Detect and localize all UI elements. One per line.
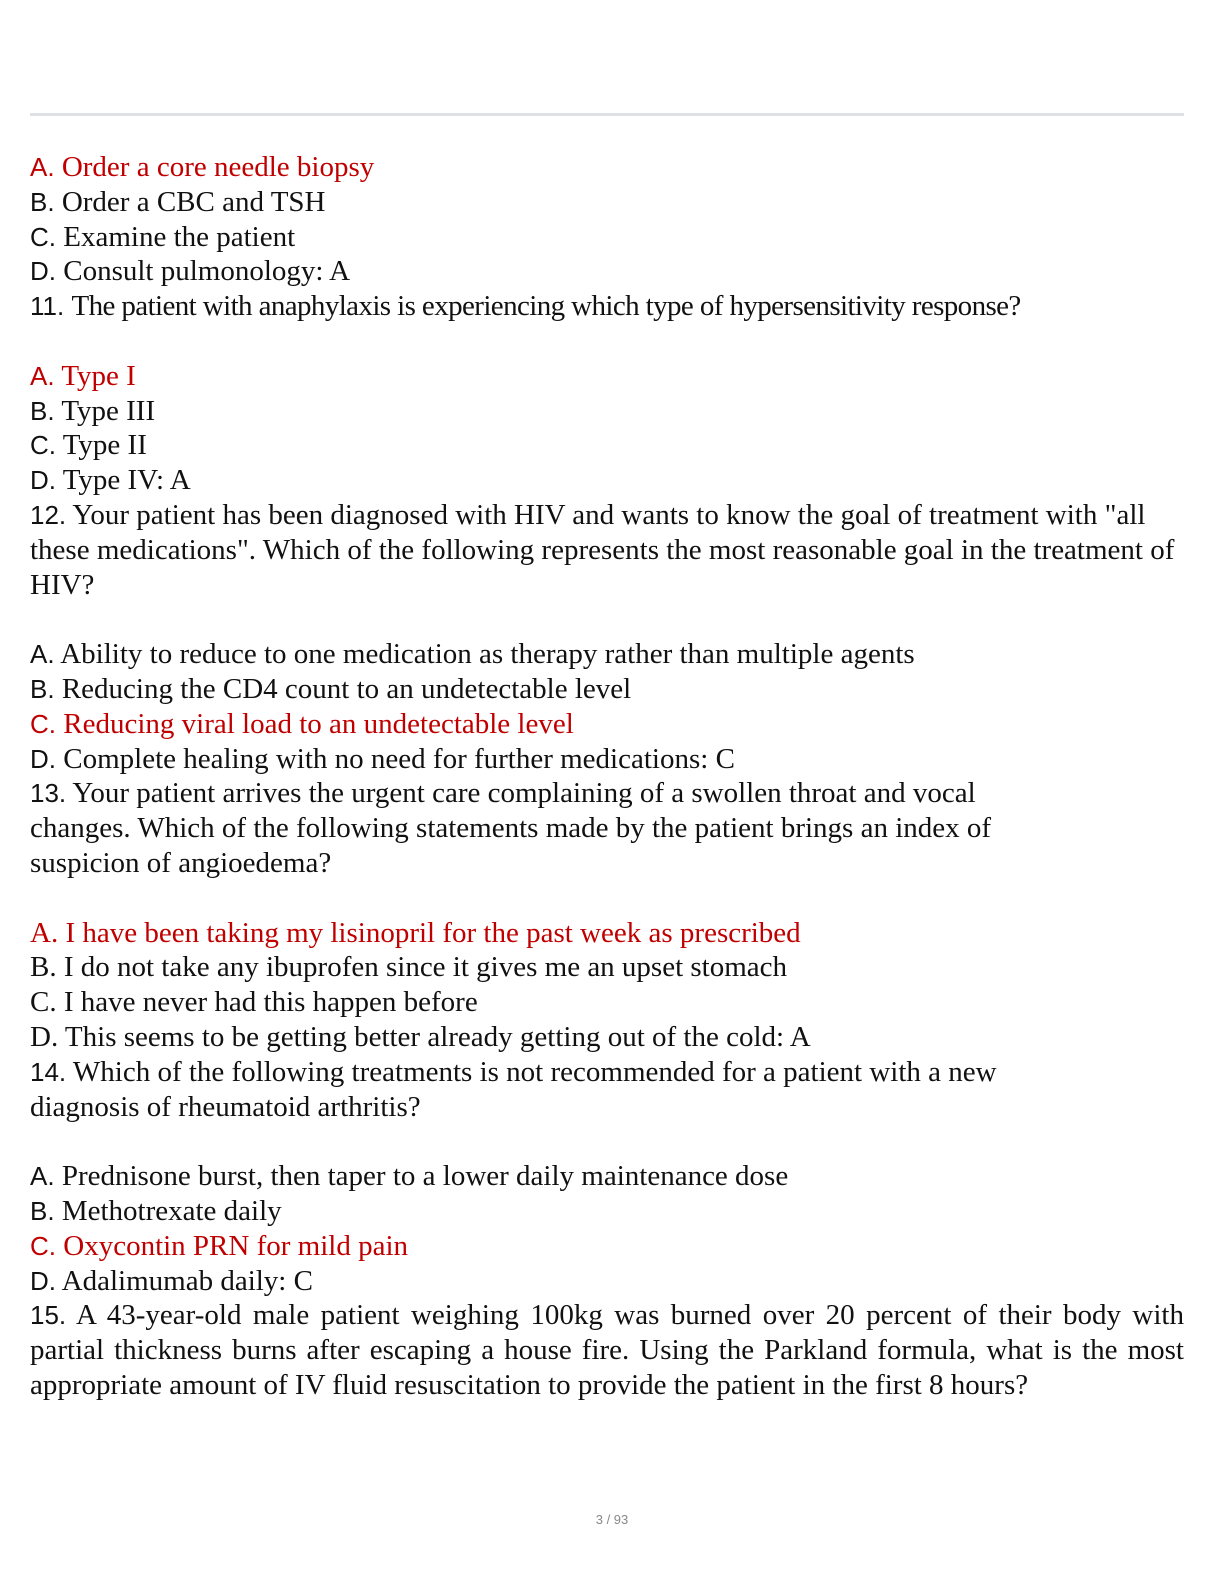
option-text: Type IV: A [62, 464, 191, 497]
option-letter: B. [30, 673, 55, 704]
option-letter: D. [30, 743, 56, 774]
option-letter: C. [30, 708, 56, 739]
q14-option-b [30, 1194, 1184, 1229]
question-number: 15. [30, 1300, 67, 1331]
option-text: Ability to reduce to one medication as therapy rather than multiple agents [60, 638, 915, 671]
question-text: Your patient arrives the urgent care complaining of a swollen throat and vocal changes. Which of the following statements made by the patient brings an index of suspicion of angioedema? [30, 777, 992, 879]
option-text: Examine the patient [63, 220, 296, 253]
q14-option-c [30, 1229, 1184, 1264]
q15-stem [30, 1298, 1184, 1402]
question-text: Your patient has been diagnosed with HIV and wants to know the goal of treatment with "all these medications". Which of the following represents the most reasonable goal in the treatment of HIV? [30, 498, 1175, 601]
q13-stem [30, 776, 1184, 880]
q12-option-a [30, 637, 1184, 672]
question-number: 11. [30, 291, 65, 322]
q10-option-d [30, 254, 1184, 289]
option-letter: A. [30, 639, 55, 670]
document-body [30, 150, 1184, 1403]
q10-option-c [30, 220, 1184, 255]
option-letter: C. [30, 430, 56, 461]
header-divider [30, 113, 1184, 116]
option-text: Prednisone burst, then taper to a lower daily maintenance dose [61, 1160, 789, 1193]
option-text: Complete healing with no need for further medications: C [63, 742, 735, 775]
option-letter: D. [30, 256, 56, 287]
question-number: 12. [30, 499, 67, 530]
page-indicator: 3 / 93 [595, 1512, 629, 1527]
option-text: Type I [61, 359, 136, 392]
option-letter: A. [30, 152, 55, 182]
option-text: Methotrexate daily [61, 1194, 282, 1227]
q11-option-c [30, 428, 1184, 463]
option-text: Type III [61, 394, 156, 427]
q13-option-c: C. I have never had this happen before [30, 986, 478, 1019]
question-text: Which of the following treatments is not recommended for a patient with a new diagnosis of rheumatoid arthritis? [30, 1055, 997, 1123]
q11-stem [30, 289, 1184, 324]
option-letter: B. [30, 395, 55, 426]
q13-option-b: B. I do not take any ibuprofen since it gives me an upset stomach [30, 951, 788, 984]
option-text: Consult pulmonology: A [63, 255, 351, 288]
q14-option-d [30, 1264, 1184, 1299]
q10-option-a [30, 150, 1184, 185]
option-text: Order a core needle biopsy [61, 151, 375, 183]
option-text: Reducing viral load to an undetectable level [63, 707, 574, 740]
option-text: Order a CBC and TSH [61, 185, 326, 218]
option-text: Type II [62, 429, 147, 462]
q12-option-b [30, 672, 1184, 707]
option-letter: A. [30, 360, 55, 391]
option-letter: B. [30, 186, 55, 217]
option-letter: D. [30, 465, 56, 496]
option-text: Adalimumab daily: C [61, 1264, 313, 1297]
q12-stem [30, 498, 1184, 602]
q14-stem [30, 1055, 1184, 1125]
option-text: Oxycontin PRN for mild pain [63, 1229, 409, 1262]
q10-option-b [30, 185, 1184, 220]
option-letter: A. [30, 1161, 55, 1192]
q11-option-a [30, 359, 1184, 394]
question-text: A 43-year-old male patient weighing 100kg was burned over 20 percent of their body with partial thickness burns after escaping a house fire. Using the Parkland formula, what is the most appropriate amount of IV fluid resuscitation to provide the patient in the first 8 hours? [30, 1299, 1184, 1401]
q12-option-d [30, 742, 1184, 777]
option-letter: B. [30, 1195, 55, 1226]
q14-option-a [30, 1159, 1184, 1194]
option-letter: C. [30, 221, 56, 252]
option-letter: C. [30, 1230, 56, 1261]
question-number: 13. [30, 778, 67, 809]
q13-option-d: D. This seems to be getting better already getting out of the cold: A [30, 1020, 811, 1053]
option-letter: D. [30, 1265, 56, 1296]
option-text: Reducing the CD4 count to an undetectable level [61, 672, 632, 705]
question-number: 14. [30, 1056, 67, 1087]
q12-option-c [30, 707, 1184, 742]
question-text: The patient with anaphylaxis is experiencing which type of hypersensitivity response? [71, 290, 1021, 323]
q13-option-a: A. I have been taking my lisinopril for the past week as prescribed [30, 916, 801, 949]
q11-option-d [30, 463, 1184, 498]
q11-option-b [30, 394, 1184, 429]
